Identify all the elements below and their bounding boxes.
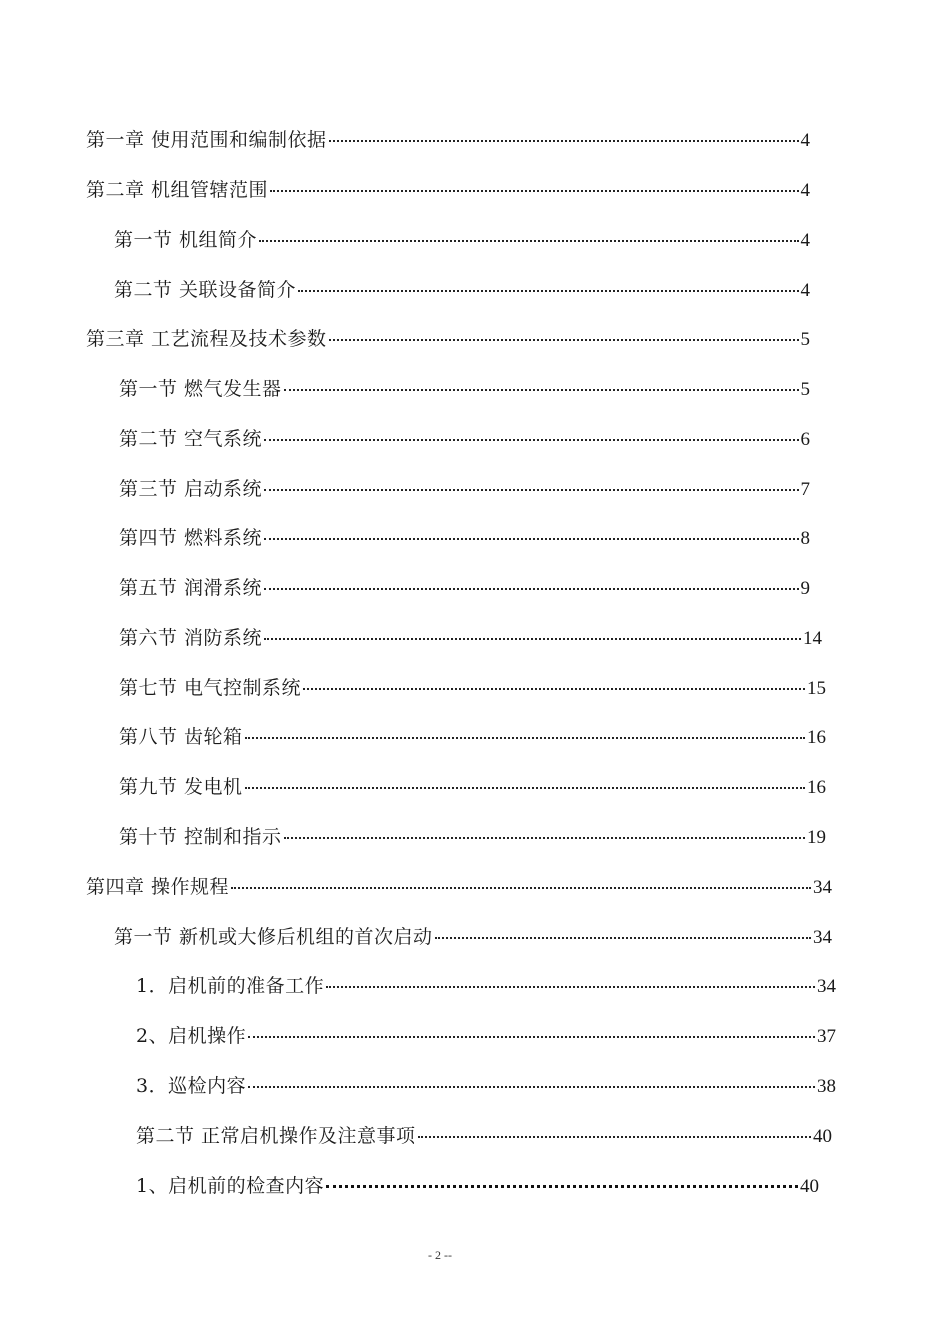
toc-entry-label: 第一节 机组简介 (114, 229, 258, 251)
toc-entry-page: 16 (807, 777, 826, 798)
toc-entry-ch4-section-1[interactable] (114, 922, 832, 952)
toc-entry-page: 4 (800, 130, 810, 151)
toc-leader-dots (264, 588, 798, 590)
toc-entry-label: 第七节 电气控制系统 (119, 677, 302, 699)
toc-leader-dots (231, 887, 811, 889)
toc-entry-label: 第四章 操作规程 (86, 876, 230, 898)
toc-entry-ch2-section-1[interactable] (114, 225, 810, 255)
toc-entry-label: 第二节 关联设备简介 (114, 279, 297, 301)
toc-entry-page: 19 (807, 827, 826, 848)
toc-entry-label: 第一章 使用范围和编制依据 (86, 129, 327, 151)
toc-entry-ch3-section-9[interactable] (119, 772, 826, 802)
toc-entry-label: 第五节 润滑系统 (119, 577, 263, 599)
toc-entry-ch4-section-2[interactable] (136, 1121, 832, 1151)
toc-entry-label: 第三章 工艺流程及技术参数 (86, 328, 327, 350)
toc-entry-label: 第一节 燃气发生器 (119, 378, 282, 400)
toc-entry-ch3-section-3[interactable] (119, 474, 810, 504)
toc-entry-label: 第六节 消防系统 (119, 627, 263, 649)
toc-entry-label: 第八节 齿轮箱 (119, 726, 243, 748)
toc-entry-page: 4 (800, 180, 810, 201)
toc-entry-label: 3．巡检内容 (136, 1075, 247, 1097)
toc-leader-dots (264, 638, 801, 640)
toc-entry-page: 4 (800, 280, 810, 301)
toc-entry-label: 第二章 机组管辖范围 (86, 179, 269, 201)
toc-entry-page: 9 (800, 578, 810, 599)
toc-entry-ch3-section-7[interactable] (119, 673, 826, 703)
toc-entry-ch3-section-8[interactable] (119, 722, 826, 752)
toc-leader-dots (284, 389, 799, 391)
toc-entry-chapter-4[interactable] (86, 872, 832, 902)
toc-entry-label: 第九节 发电机 (119, 776, 243, 798)
toc-entry-page: 5 (800, 379, 810, 400)
toc-entry-label: 2、启机操作 (136, 1025, 247, 1047)
toc-entry-ch3-section-1[interactable] (119, 374, 810, 404)
toc-entry-label: 第一节 新机或大修后机组的首次启动 (114, 926, 433, 948)
toc-leader-dots (245, 737, 805, 739)
toc-entry-chapter-3[interactable] (86, 324, 810, 354)
toc-entry-page: 4 (800, 230, 810, 251)
toc-entry-ch4-s1-item-3[interactable] (136, 1071, 836, 1101)
toc-leader-dots (264, 439, 798, 441)
toc-leader-dots (329, 339, 799, 341)
toc-leader-dots (435, 937, 811, 939)
toc-entry-page: 34 (813, 927, 832, 948)
toc-leader-dots (303, 688, 805, 690)
toc-entry-page: 34 (817, 976, 836, 997)
toc-entry-page: 40 (800, 1176, 819, 1197)
toc-entry-label: 第十节 控制和指示 (119, 826, 282, 848)
toc-leader-dots (326, 1185, 798, 1188)
toc-entry-ch3-section-4[interactable] (119, 523, 810, 553)
toc-entry-label: 1．启机前的准备工作 (136, 975, 325, 997)
toc-entry-page: 7 (800, 479, 810, 500)
toc-entry-page: 15 (807, 678, 826, 699)
toc-entry-ch4-s2-item-1[interactable] (136, 1171, 819, 1201)
toc-leader-dots (264, 489, 798, 491)
toc-leader-dots (248, 1086, 815, 1088)
toc-entry-ch4-s1-item-1[interactable] (136, 971, 836, 1001)
toc-entry-label: 第二节 正常启机操作及注意事项 (136, 1125, 416, 1147)
toc-leader-dots (270, 190, 798, 192)
toc-entry-label: 1、启机前的检查内容 (136, 1175, 325, 1197)
toc-entry-ch3-section-6[interactable] (119, 623, 822, 653)
toc-entry-ch3-section-10[interactable] (119, 822, 826, 852)
toc-leader-dots (418, 1136, 811, 1138)
page-number-footer: - 2 -- (428, 1248, 452, 1262)
toc-entry-ch2-section-2[interactable] (114, 275, 810, 305)
toc-entry-page: 6 (800, 429, 810, 450)
toc-entry-chapter-2[interactable] (86, 175, 810, 205)
toc-entry-label: 第三节 启动系统 (119, 478, 263, 500)
toc-entry-ch3-section-5[interactable] (119, 573, 810, 603)
toc-entry-page: 14 (803, 628, 822, 649)
toc-leader-dots (326, 986, 815, 988)
toc-entry-page: 5 (800, 329, 810, 350)
toc-leader-dots (298, 290, 798, 292)
toc-entry-page: 16 (807, 727, 826, 748)
toc-leader-dots (259, 240, 798, 242)
toc-entry-ch4-s1-item-2[interactable] (136, 1021, 836, 1051)
toc-entry-label: 第二节 空气系统 (119, 428, 263, 450)
toc-entry-chapter-1[interactable] (86, 125, 810, 155)
toc-entry-page: 8 (800, 528, 810, 549)
toc-entry-ch3-section-2[interactable] (119, 424, 810, 454)
toc-entry-page: 34 (813, 877, 832, 898)
toc-leader-dots (329, 140, 799, 142)
toc-entry-label: 第四节 燃料系统 (119, 527, 263, 549)
toc-entry-page: 38 (817, 1076, 836, 1097)
toc-entry-page: 40 (813, 1126, 832, 1147)
toc-leader-dots (248, 1036, 815, 1038)
toc-leader-dots (264, 538, 798, 540)
toc-leader-dots (284, 837, 805, 839)
toc-entry-page: 37 (817, 1026, 836, 1047)
toc-leader-dots (245, 787, 805, 789)
